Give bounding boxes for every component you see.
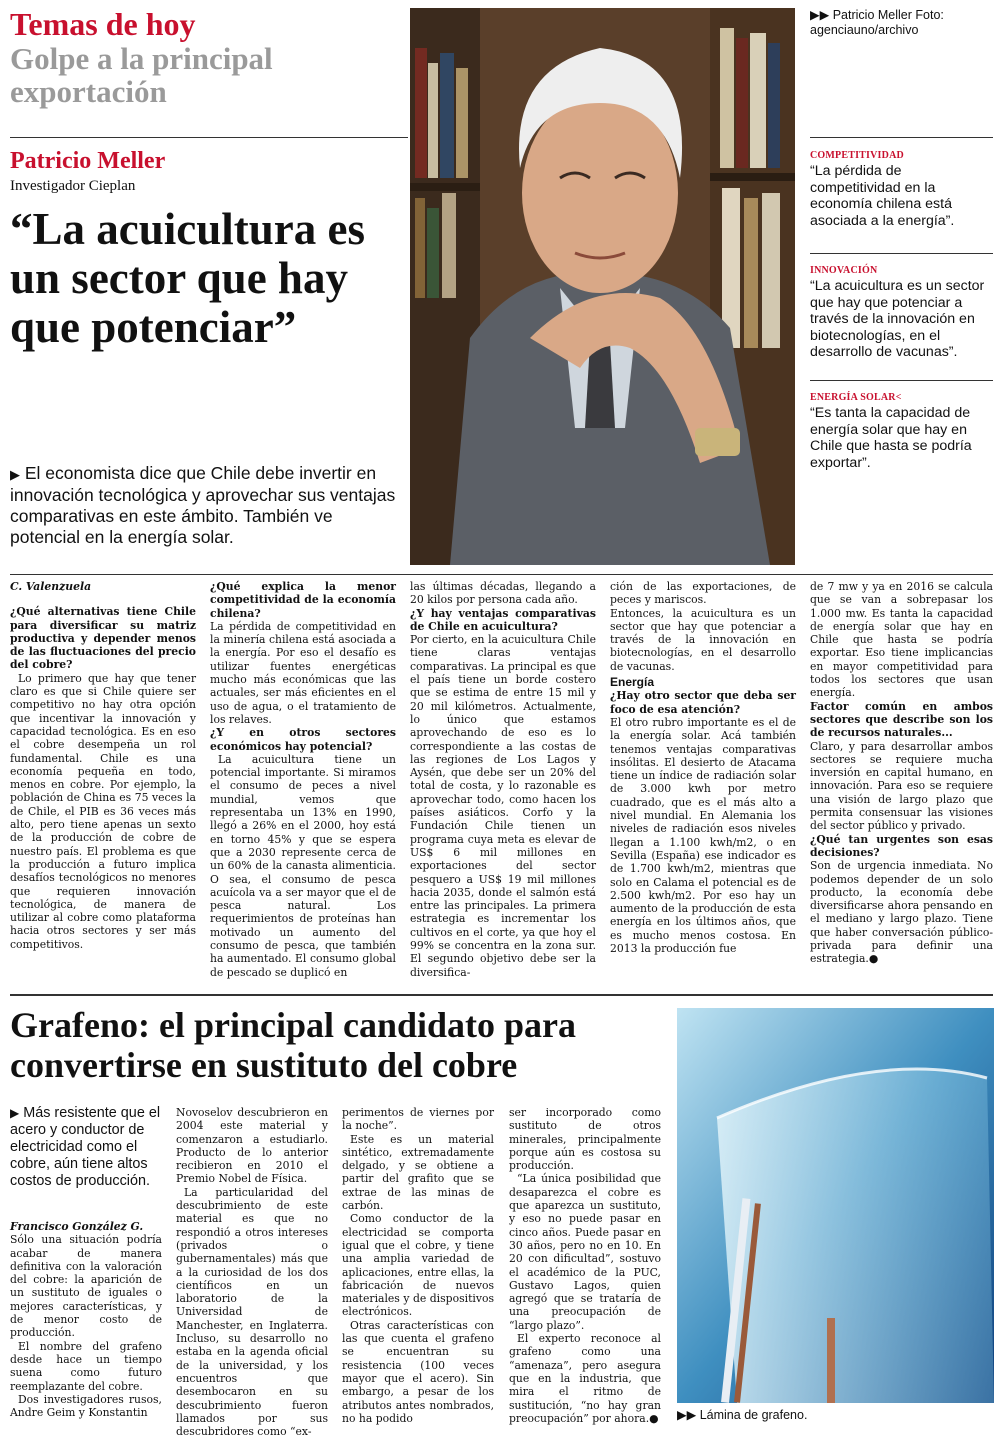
- interviewee-role: Investigador Cieplan: [10, 178, 136, 194]
- section-title: Temas de hoy: [10, 6, 196, 42]
- photo-credit-text: Patricio Meller Foto: agenciauno/archivo: [810, 8, 944, 37]
- answer: de 7 mw y ya en 2016 se calcula que se van a sobrepasar los 1.000 mw. Es tanta la capacidad de energía solar que hay en Chile que hasta se podría exportar. Eso tiene implicancias en mayor competitividad para todos los sectores que usan energía.: [810, 580, 993, 700]
- answer: Claro, y para desarrollar ambos sectores se requiere mucha inversión en capital humano, en innovación. Para eso se requiere una visión de largo plazo que permita consensuar las visiones del sector público y privado.: [810, 739, 993, 833]
- paragraph: Sólo una situación podría acabar de manera definitiva con la valoración del cobre: la aparición de un sustituto de iguales o mejores características, y de menor costo de producción.: [10, 1233, 162, 1340]
- interview-column-3: [410, 580, 596, 979]
- portrait-illustration: [410, 8, 795, 565]
- subheading: Energía: [610, 675, 655, 690]
- photo-credit: [810, 8, 990, 38]
- question: ¿Y hay ventajas comparativas de Chile en acuicultura?: [410, 606, 596, 633]
- answer: Son de urgencia inmediata. No podemos depender de un solo producto, la economía debe diversificarse ahora pensando en el mediano y largo plazo. Tiene que haber conversación público-privada para definir una estrategia.●: [810, 859, 993, 966]
- divider: [10, 994, 993, 996]
- paragraph: “La única posibilidad que desaparezca el cobre es que aparezca un sustituto, y eso no puede pasar en cinco años. Puede pasar en 30 años, pero no en 10. En 20 con dificultad”, sostuvo el académico de la PUC, Gustavo Lagos, quien agregó que se trataría de una preocupación de “largo plazo”.: [509, 1172, 661, 1332]
- paragraph: Dos investigadores rusos, Andre Geim y Konstantin: [10, 1392, 162, 1420]
- photo-caption-text: Lámina de grafeno.: [699, 1408, 808, 1422]
- pull-quote-text: “Es tanta la capacidad de energía solar que hay en Chile que hasta se podría exportar”.: [810, 405, 972, 471]
- interview-column-1: [10, 580, 196, 951]
- paragraph: Como conductor de la electricidad se comporta igual que el cobre, y tiene una amplia variedad de aplicaciones, entre ellas, la fabricación de nuevos materiales y de dispositivos electrónicos.: [342, 1212, 494, 1319]
- question: ¿Y en otros sectores económicos hay potencial?: [210, 726, 396, 753]
- answer: Entonces, la acuicultura es un sector que hay que potenciar a través de la innovación en biotecnologías, en el desarrollo de vacunas.: [610, 606, 796, 673]
- paragraph: Otras características con las que cuenta el grafeno se encuentran su resistencia (100 veces mayor que el acero). Sin embargo, a pesar de los atributos antes nombrados, no ha podido: [342, 1318, 494, 1425]
- interview-column-4: [610, 580, 796, 955]
- grafeno-lead: [10, 1105, 165, 1190]
- graphene-photo: [677, 1008, 994, 1403]
- pull-quote-label: INNOVACIÓN: [810, 265, 878, 276]
- paragraph: El nombre del grafeno desde hace un tiempo suena como futuro reemplazante del cobre.: [10, 1339, 162, 1393]
- triangle-bullet-icon: ▶: [10, 1106, 20, 1120]
- double-arrow-icon: ▶▶: [810, 8, 830, 22]
- interviewee-name: Patricio Meller: [10, 148, 166, 174]
- answer: La acuicultura tiene un potencial importante. Si miramos el consumo de peces a nivel mundial, vemos que representaba un 13% en 1990, llegó a 26% en el 2000, hoy está en torno 45% y que se espera que a 2030 represente cerca de un 60% de la canasta alimenticia. O sea, el consumo de pesca acuícola va a ser mayor que el de pesca natural. Los requerimientos de proteínas han motivado un aumento del consumo de pesca, que también ha aumentado. El consumo global de pescado se duplicó en: [210, 752, 396, 979]
- question: Factor común en ambos sectores que describe son los de recursos naturales...: [810, 699, 993, 740]
- pull-quote-text: “La acuicultura es un sector que hay que potenciar a través de la innovación en biotecnologías, en el desarrollo de vacunas”.: [810, 278, 985, 360]
- pull-quote-label: ENERGÍA SOLAR<: [810, 392, 902, 403]
- author-byline: C. Valenzuela: [10, 580, 92, 593]
- interview-column-2: [210, 580, 396, 979]
- paragraph: El experto reconoce al grafeno como una “amenaza”, pero asegura que en la industria, que mira el ritmo de sustitución, “no hay gran preocupación” por ahora.●: [509, 1332, 661, 1425]
- watch: [695, 428, 740, 456]
- answer: ción de las exportaciones, de peces y mariscos.: [610, 580, 796, 607]
- graphene-photo-caption: [677, 1407, 807, 1422]
- grafeno-headline: Grafeno: el principal candidato para convertirse en sustituto del cobre: [10, 1005, 576, 1085]
- paragraph: La particularidad del descubrimiento de este material es que no respondió a otros intereses (privados o gubernamentales) más que a la curiosidad de los dos científicos en un laboratorio de la Universidad de Manchester, en Inglaterra. Incluso, su desarrollo no estaba en la agenda oficial de la universidad, y los encuentros que desembocaron en su descubrimiento fueron llamados por sus descubridores como “ex-: [176, 1185, 328, 1438]
- interview-column-5: [810, 580, 993, 966]
- divider: [810, 253, 993, 254]
- interview-lead: [10, 463, 405, 548]
- end-mark-icon: ●: [649, 1411, 659, 1425]
- question: ¿Qué explica la menor competitividad de la economía chilena?: [210, 580, 396, 620]
- grafeno-column-1: [10, 1220, 162, 1419]
- question: ¿Hay otro sector que deba ser foco de esa atención?: [610, 689, 796, 716]
- pull-quote: [810, 265, 993, 361]
- grafeno-column-4: [509, 1106, 661, 1425]
- divider: [810, 380, 993, 381]
- question: ¿Qué tan urgentes son esas decisiones?: [810, 832, 993, 859]
- pull-quote-text: “La pérdida de competitividad en la economía chilena está asociada a la energía”.: [810, 163, 955, 229]
- double-arrow-icon: ▶▶: [677, 1408, 697, 1422]
- interviewee-photo: [410, 8, 795, 565]
- author-byline: Francisco González G.: [10, 1220, 144, 1233]
- paragraph: Novoselov descubrieron en 2004 este material y comenzaron a estudiarlo. Producto de lo anterior recibieron en 2010 el Premio Nobel de Física.: [176, 1106, 328, 1186]
- pull-quote: [810, 392, 993, 471]
- paragraph: ser incorporado como sustituto de otros minerales, principalmente porque aún es costosa su producción.: [509, 1106, 661, 1173]
- interview-headline: “La acuicultura es un sector que hay que potenciar”: [10, 204, 365, 352]
- answer: Lo primero que hay que tener claro es que si Chile quiere ser competitivo no hay otra opción que incentivar la innovación y capacidad tecnológica. Es en eso el cobre desempeña un rol fundamental. Chile es una economía pequeña en todo, menos en cobre. Por ejemplo, la población de China es 75 veces la de Chile, el PIB es 36 veces más alto, pero tiene apenas un sexto de la producción de cobre de nuestro país. El problema es que la producción a futuro implica desafíos tecnológicos no menores que requieren innovación tecnológica, de manera de utilizar al cobre como plataforma hacia otros sectores y ser más competitivos.: [10, 671, 196, 951]
- paragraph: Este es un material sintético, extremadamente delgado, y se obtiene a partir del grafito que se extrae de las minas de carbón.: [342, 1132, 494, 1213]
- grafeno-column-2: [176, 1106, 328, 1438]
- divider: [10, 574, 993, 575]
- grafeno-column-3: [342, 1106, 494, 1425]
- section-kicker: Golpe a la principal exportación: [10, 41, 273, 109]
- triangle-bullet-icon: ▶: [10, 467, 20, 482]
- answer: las últimas décadas, llegando a 20 kilos por persona cada año.: [410, 580, 596, 607]
- graphene-illustration: [677, 1008, 994, 1403]
- answer: La pérdida de competitividad en la minería chilena está asociada a la energía. Por eso el desafío es utilizar fuentes energéticas mucho más económicas que las actuales, ser más eficientes en el uso de agua, o el tratamiento de los relaves.: [210, 619, 396, 726]
- divider: [10, 137, 408, 138]
- paragraph: perimentos de viernes por la noche”.: [342, 1106, 494, 1133]
- divider: [810, 137, 993, 138]
- grafeno-lead-text: Más resistente que el acero y conductor de electricidad como el cobre, aún tiene altos costos de producción.: [10, 1105, 161, 1189]
- interview-lead-text: El economista dice que Chile debe invertir en innovación tecnológica y aprovechar sus ventajas comparativas en este ámbito. También ve potencial en la energía solar.: [10, 463, 396, 547]
- answer: Por cierto, en la acuicultura Chile tiene claras ventajas comparativas. La principal es que el país tiene un borde costero que se estima de entre 15 mil y 20 mil kilómetros. Actualmente, lo único que estamos aprovechando de eso es lo correspondiente a las costas de las regiones de Los Lagos y Aysén, que debe ser un 20% del total de costa, y lo razonable es aprovechar todo, como hacen los países asiáticos. Corfo y la Fundación Chile tienen un programa cuya meta es elevar de US$ 6 mil millones en exportaciones del sector pesquero a US$ 19 mil millones hacia 2035, donde el salmón está entre las principales. La primera estrategia es incrementar los cultivos en el corte, ya que hoy el 99% se concentra en la zona sur. El segundo objetivo debe ser la diversifica-: [410, 633, 596, 979]
- pull-quote-label: COMPETITIVIDAD: [810, 150, 904, 161]
- end-mark-icon: ●: [868, 952, 879, 966]
- answer: El otro rubro importante es el de la energía solar. Acá también tenemos ventajas comparativas insólitas. El desierto de Atacama tiene un índice de radiación solar de 3.000 kwh por metro cuadrado, que es el más alto a nivel mundial. En Alemania los niveles de radiación esos niveles llegan a 1.100 kwh/m2, o en Sevilla (España) ese indicador es de 1.700 kwh/m2, mientras que solo en Calama el potencial es de 2.500 kwh/m2. Por eso hay un aumento de la producción de esta energía en los últimos años, que es mucho menos costosa. En 2013 la producción fue: [610, 715, 796, 956]
- pull-quote: [810, 150, 993, 229]
- question: ¿Qué alternativas tiene Chile para diversificar su matriz productiva y depender menos de las fluctuaciones del precio del cobre?: [10, 605, 196, 672]
